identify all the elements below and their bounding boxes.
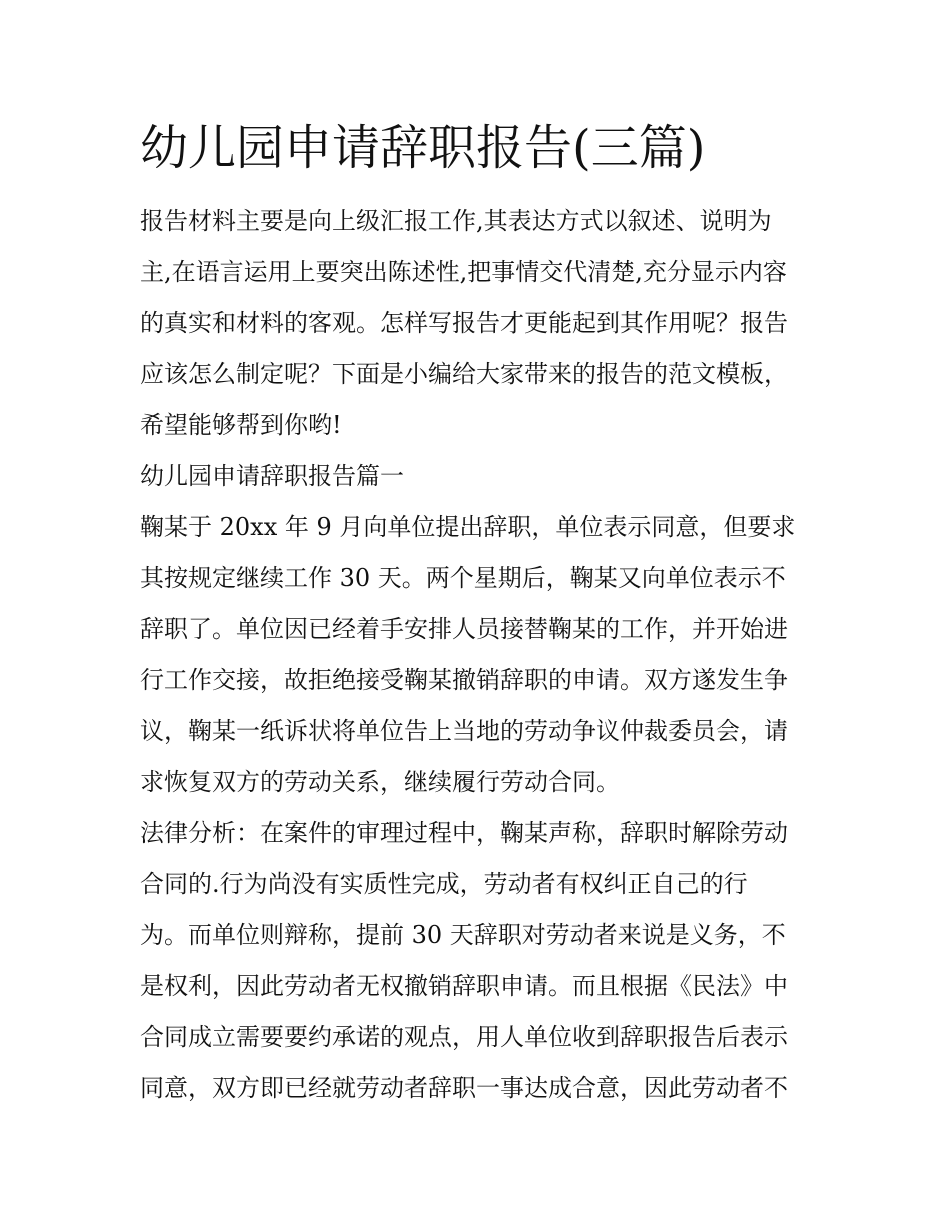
body-line: 辞职了。单位因已经着手安排人员接替鞠某的工作，并开始进 (140, 615, 788, 643)
body-line: 议，鞠某一纸诉状将单位告上当地的劳动争议仲裁委员会，请 (140, 717, 788, 745)
body-line: 同意，双方即已经就劳动者辞职一事达成合意，因此劳动者不 (140, 1074, 788, 1102)
body-line: 其按规定继续工作 30 天。两个星期后，鞠某又向单位表示不 (140, 564, 786, 592)
body-line: 行工作交接，故拒绝接受鞠某撤销辞职的申请。双方遂发生争 (140, 666, 788, 694)
body-line: 法律分析：在案件的审理过程中，鞠某声称，辞职时解除劳动 (140, 819, 788, 847)
body-line: 是权利，因此劳动者无权撤销辞职申请。而且根据《民法》中 (140, 972, 788, 1000)
body-line: 主,在语言运用上要突出陈述性,把事情交代清楚,充分显示内容 (140, 258, 787, 286)
body-line: 应该怎么制定呢？下面是小编给大家带来的报告的范文模板， (140, 360, 788, 388)
body-line: 求恢复双方的劳动关系，继续履行劳动合同。 (140, 768, 620, 796)
body-line: 合同成立需要要约承诺的观点，用人单位收到辞职报告后表示 (140, 1023, 788, 1051)
body-line: 为。而单位则辩称，提前 30 天辞职对劳动者来说是义务，不 (140, 921, 786, 949)
document-body (140, 196, 820, 1114)
body-line: 鞠某于 20xx 年 9 月向单位提出辞职，单位表示同意，但要求 (140, 513, 796, 541)
body-line: 合同的.行为尚没有实质性完成，劳动者有权纠正自己的行 (140, 870, 748, 898)
body-line: 报告材料主要是向上级汇报工作,其表达方式以叙述、说明为 (140, 207, 772, 235)
body-line: 的真实和材料的客观。怎样写报告才更能起到其作用呢？报告 (140, 309, 788, 337)
document-title: 幼儿园申请辞职报告(三篇) (140, 120, 706, 176)
body-line: 希望能够帮到你哟! (140, 411, 342, 439)
section-heading: 幼儿园申请辞职报告篇一 (140, 462, 404, 490)
